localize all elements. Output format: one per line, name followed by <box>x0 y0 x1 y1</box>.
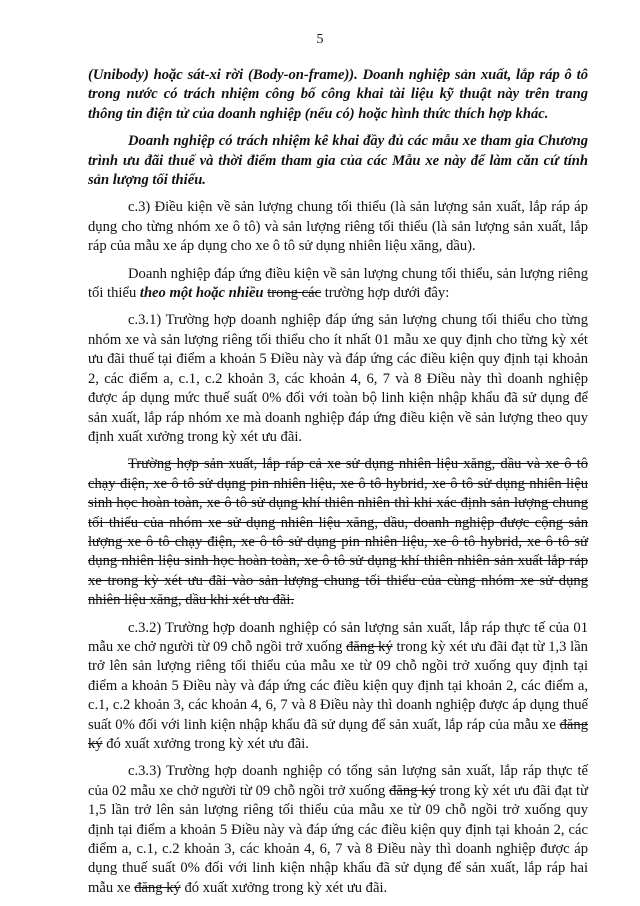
text-segment: trường hợp dưới đây: <box>321 285 450 302</box>
paragraph-c3-condition: c.3) Điều kiện về sản lượng chung tối thiểu (là sản lượng sản xuất, lắp ráp áp dụng cho từng nhóm xe ô tô) và sản lượng riêng tối thiểu (là sản lượng sản xuất, lắp ráp của mẫu xe áp dụng cho xe ô tô sử dụng nhiên liệu xăng, dầu). <box>88 199 588 255</box>
text-segment: trong kỳ xét ưu đãi đạt từ 1,3 lần trở lên sản lượng riêng tối thiểu của mẫu xe từ 09 chỗ ngồi trở xuống quy định tại điểm a khoản 5 Điều này và đáp ứng các điều kiện quy định tại khoản 2, các điểm a, c.1, c.2 khoản 3, các khoản 4, 6, 7 và 8 Điều này thì doanh nghiệp được áp dụng thuế suất 0% đối với linh kiện nhập khẩu đã sử dụng để sản xuất, lắp ráp của mẫu xe <box>88 638 588 733</box>
text-segment: trong kỳ xét ưu đãi đạt từ 1,5 lần trở lên sản lượng riêng tối thiểu của mẫu xe từ 09 chỗ ngồi trở xuống quy định tại điểm a khoản 5 Điều này và đáp ứng các điều kiện quy định tại khoản 2, các điểm a, c.1, c.2 khoản 3, các khoản 4, 6, 7 và 8 Điều này thì doanh nghiệp được áp dụng thuế suất 0% đối với linh kiện nhập khẩu đã sử dụng để sản xuất, lắp ráp hai mẫu xe <box>88 782 588 896</box>
text-segment: c.3.3) Trường hợp doanh nghiệp có tổng sản lượng sản xuất, lắp ráp thực tế của 02 mẫu xe chở người từ 09 chỗ ngồi trở xuống <box>88 763 588 799</box>
struck-text: đăng ký <box>88 716 588 752</box>
struck-text: đăng ký <box>134 879 181 896</box>
paragraph-c3-2 <box>88 619 588 755</box>
paragraph-c3-1: c.3.1) Trường hợp doanh nghiệp đáp ứng sản lượng chung tối thiểu cho từng nhóm xe và sản lượng riêng tối thiểu cho ít nhất 01 mẫu xe quy định cho từng kỳ xét ưu đãi thuế tại điểm a khoản 5 Điều này và đáp ứng các điều kiện quy định tại khoản 2, các điểm a, c.1, c.2 khoản 3, các khoản 4, 6, 7 và 8 Điều này thì doanh nghiệp được áp dụng mức thuế suất 0% đối với toàn bộ linh kiện nhập khẩu đã sử dụng để sản xuất, lắp ráp nhóm xe mà doanh nghiệp đáp ứng điều kiện về sản lượng theo quy định xuất xưởng trong kỳ xét ưu đãi. <box>88 312 588 445</box>
document-body <box>88 66 588 906</box>
paragraph-declaration-duty: Doanh nghiệp có trách nhiệm kê khai đầy đủ các mẫu xe tham gia Chương trình ưu đãi thuế và thời điểm tham gia của các Mẫu xe này để làm căn cứ tính sản lượng tối thiểu. <box>88 133 588 189</box>
paragraph-c3-intro <box>88 265 588 304</box>
text-segment: Doanh nghiệp đáp ứng điều kiện về sản lượng chung tối thiểu, sản lượng riêng tối thiểu <box>88 265 588 302</box>
page-number: 5 <box>316 32 324 47</box>
paragraph-body-type-note: (Unibody) hoặc sát-xi rời (Body-on-frame)). Doanh nghiệp sản xuất, lắp ráp ô tô trong nước có trách nhiệm công bố công khai tài liệu kỹ thuật này trên trang thông tin điện tử của doanh nghiệp (nếu có) hoặc hình thức thích hợp khác. <box>88 67 588 122</box>
struck-text: đăng ký <box>389 782 436 799</box>
inserted-text: theo một hoặc nhiều <box>139 285 264 302</box>
struck-text: trong các <box>267 285 322 302</box>
text-segment: đó xuất xưởng trong kỳ xét ưu đãi. <box>180 879 388 896</box>
paragraph-c3-3 <box>88 762 588 898</box>
struck-text: đăng ký <box>346 638 393 655</box>
text-segment: c.3.2) Trường hợp doanh nghiệp có sản lượng sản xuất, lắp ráp thực tế của 01 mẫu xe chở người từ 09 chỗ ngồi trở xuống <box>88 619 588 655</box>
text-segment: đó xuất xưởng trong kỳ xét ưu đãi. <box>102 736 309 752</box>
paragraph-struck-mixed-fuel: Trường hợp sản xuất, lắp ráp cả xe sử dụng nhiên liệu xăng, dầu và xe ô tô chạy điện, xe ô tô sử dụng pin nhiên liệu, xe ô tô hybrid, xe ô tô sử dụng nhiên liệu sinh học hoàn toàn, xe ô tô sử dụng khí thiên nhiên thì khi xác định sản lượng chung tối thiểu của nhóm xe sử dụng nhiên liệu xăng, dầu, doanh nghiệp được cộng sản lượng xe ô tô chạy điện, xe ô tô sử dụng pin nhiên liệu, xe ô tô hybrid, xe ô tô sử dụng nhiên liệu sinh học hoàn toàn, xe ô tô sử dụng khí thiên nhiên sản xuất lắp ráp xe trong kỳ xét ưu đãi vào sản lượng chung tối thiểu của cùng nhóm xe sử dụng nhiên liệu xăng, dầu khi xét ưu đãi. <box>88 456 588 609</box>
